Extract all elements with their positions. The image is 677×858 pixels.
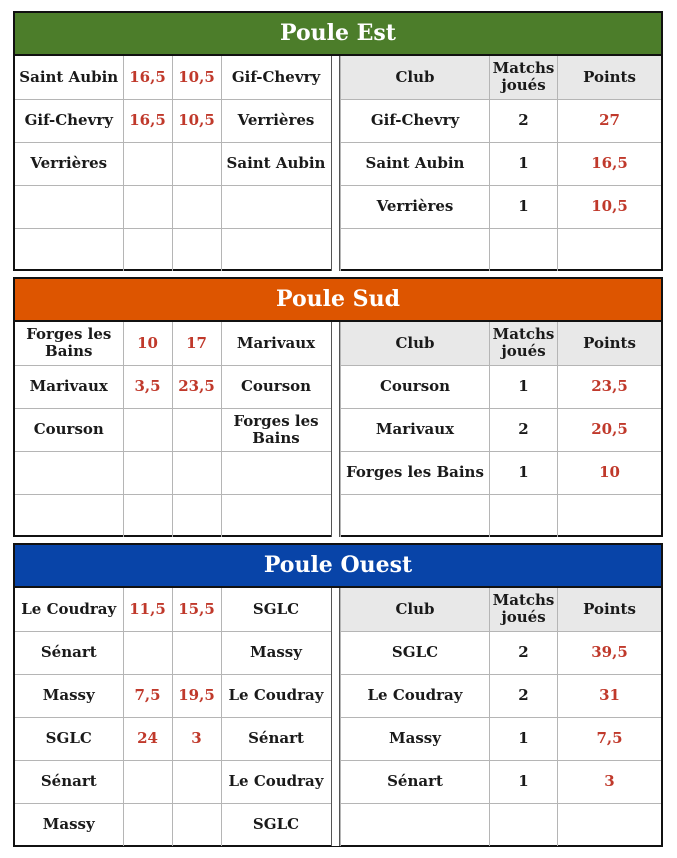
matchs-count: 1: [490, 717, 558, 760]
club-name: SGLC: [341, 631, 490, 674]
poule-title: Poule Est: [15, 13, 661, 56]
points-value: 10: [558, 451, 662, 494]
club-name: Le Coudray: [341, 674, 490, 717]
points-value: 7,5: [558, 717, 662, 760]
standings-row: [341, 674, 662, 717]
home-score: [123, 228, 172, 271]
away-team: SGLC: [221, 588, 331, 631]
home-score: [123, 631, 172, 674]
club-name: [341, 494, 490, 537]
match-row: [15, 588, 331, 631]
poule-body: [15, 322, 661, 537]
club-header: Club: [341, 56, 490, 99]
poule-title: Poule Ouest: [15, 545, 661, 588]
home-score: [123, 142, 172, 185]
club-name: [341, 228, 490, 271]
matches-table: [15, 588, 332, 846]
away-team: Verrières: [221, 99, 331, 142]
away-team: [221, 228, 331, 271]
away-team: Massy: [221, 631, 331, 674]
away-team: [221, 494, 331, 537]
away-score: 19,5: [172, 674, 221, 717]
match-row: [15, 631, 331, 674]
matchs-count: 2: [490, 631, 558, 674]
points-header: Points: [558, 56, 662, 99]
away-score: [172, 631, 221, 674]
club-name: Massy: [341, 717, 490, 760]
home-score: [123, 803, 172, 846]
club-name: Saint Aubin: [341, 142, 490, 185]
standings-row: [341, 760, 662, 803]
home-team: Sénart: [15, 631, 123, 674]
standings-row: [341, 451, 662, 494]
poule-sud: [13, 277, 663, 537]
points-value: 10,5: [558, 185, 662, 228]
match-row: [15, 99, 331, 142]
home-score: [123, 185, 172, 228]
points-value: 23,5: [558, 365, 662, 408]
matchs-count: 2: [490, 408, 558, 451]
club-name: Marivaux: [341, 408, 490, 451]
home-score: [123, 494, 172, 537]
standings-row: [341, 631, 662, 674]
points-value: 31: [558, 674, 662, 717]
home-team: Saint Aubin: [15, 56, 123, 99]
standings-row: [341, 408, 662, 451]
home-team: Courson: [15, 408, 123, 451]
away-score: [172, 408, 221, 451]
club-header: Club: [341, 588, 490, 631]
away-score: [172, 451, 221, 494]
away-score: 23,5: [172, 365, 221, 408]
matchs-count: 1: [490, 760, 558, 803]
home-team: Massy: [15, 674, 123, 717]
match-row: [15, 185, 331, 228]
standings-table: [340, 56, 661, 271]
match-row: [15, 494, 331, 537]
away-team: SGLC: [221, 803, 331, 846]
matches-table: [15, 56, 332, 271]
home-team: [15, 451, 123, 494]
poule-body: [15, 588, 661, 846]
points-header: Points: [558, 322, 662, 365]
points-value: [558, 803, 662, 846]
club-name: Courson: [341, 365, 490, 408]
matchs-count: 1: [490, 365, 558, 408]
away-score: 3: [172, 717, 221, 760]
home-score: 16,5: [123, 56, 172, 99]
club-name: Gif-Chevry: [341, 99, 490, 142]
points-value: 16,5: [558, 142, 662, 185]
home-score: 16,5: [123, 99, 172, 142]
match-row: [15, 56, 331, 99]
points-header: Points: [558, 588, 662, 631]
home-team: Sénart: [15, 760, 123, 803]
away-team: Gif-Chevry: [221, 56, 331, 99]
matchs-count: 2: [490, 99, 558, 142]
match-row: [15, 228, 331, 271]
away-team: Le Coudray: [221, 760, 331, 803]
away-score: 17: [172, 322, 221, 365]
standings-table: [340, 588, 661, 846]
home-team: Verrières: [15, 142, 123, 185]
home-team: [15, 228, 123, 271]
matchs-count: 1: [490, 451, 558, 494]
poule-est: [13, 11, 663, 271]
home-team: [15, 185, 123, 228]
away-score: 15,5: [172, 588, 221, 631]
away-team: Le Coudray: [221, 674, 331, 717]
column-separator: [331, 322, 340, 537]
away-score: 10,5: [172, 99, 221, 142]
club-name: [341, 803, 490, 846]
home-team: Forges les Bains: [15, 322, 123, 365]
matchs-count: 1: [490, 185, 558, 228]
poule-title: Poule Sud: [15, 279, 661, 322]
standings-header: [341, 322, 662, 365]
away-score: [172, 228, 221, 271]
standings-row: [341, 185, 662, 228]
away-team: [221, 185, 331, 228]
match-row: [15, 674, 331, 717]
match-row: [15, 365, 331, 408]
match-row: [15, 142, 331, 185]
club-header: Club: [341, 322, 490, 365]
standings-row: [341, 717, 662, 760]
poule-body: [15, 56, 661, 271]
match-row: [15, 451, 331, 494]
standings-row: [341, 494, 662, 537]
points-value: [558, 228, 662, 271]
away-team: Saint Aubin: [221, 142, 331, 185]
matchs-header: Matchs joués: [490, 56, 558, 99]
standings-row: [341, 142, 662, 185]
matchs-count: [490, 803, 558, 846]
home-team: Marivaux: [15, 365, 123, 408]
column-separator: [331, 588, 340, 846]
match-row: [15, 717, 331, 760]
home-team: Gif-Chevry: [15, 99, 123, 142]
away-score: [172, 494, 221, 537]
points-value: 20,5: [558, 408, 662, 451]
match-row: [15, 322, 331, 365]
home-team: Le Coudray: [15, 588, 123, 631]
column-separator: [331, 56, 340, 271]
home-team: SGLC: [15, 717, 123, 760]
points-value: 3: [558, 760, 662, 803]
match-row: [15, 803, 331, 846]
away-team: [221, 451, 331, 494]
home-score: 7,5: [123, 674, 172, 717]
matchs-header: Matchs joués: [490, 588, 558, 631]
away-score: 10,5: [172, 56, 221, 99]
matchs-count: 2: [490, 674, 558, 717]
points-value: [558, 494, 662, 537]
away-score: [172, 760, 221, 803]
home-score: 3,5: [123, 365, 172, 408]
standings-row: [341, 803, 662, 846]
matchs-count: [490, 228, 558, 271]
home-score: [123, 451, 172, 494]
away-team: Sénart: [221, 717, 331, 760]
home-team: [15, 494, 123, 537]
matches-table: [15, 322, 332, 537]
points-value: 27: [558, 99, 662, 142]
standings-table: [340, 322, 661, 537]
home-score: 11,5: [123, 588, 172, 631]
standings-row: [341, 99, 662, 142]
home-score: 10: [123, 322, 172, 365]
match-row: [15, 408, 331, 451]
away-score: [172, 185, 221, 228]
away-team: Forges les Bains: [221, 408, 331, 451]
match-row: [15, 760, 331, 803]
away-team: Courson: [221, 365, 331, 408]
club-name: Verrières: [341, 185, 490, 228]
standings-header: [341, 588, 662, 631]
standings-row: [341, 365, 662, 408]
home-score: [123, 408, 172, 451]
home-team: Massy: [15, 803, 123, 846]
club-name: Forges les Bains: [341, 451, 490, 494]
club-name: Sénart: [341, 760, 490, 803]
standings-row: [341, 228, 662, 271]
matchs-header: Matchs joués: [490, 322, 558, 365]
poule-ouest: [13, 543, 663, 847]
matchs-count: 1: [490, 142, 558, 185]
standings-header: [341, 56, 662, 99]
matchs-count: [490, 494, 558, 537]
away-team: Marivaux: [221, 322, 331, 365]
home-score: 24: [123, 717, 172, 760]
home-score: [123, 760, 172, 803]
away-score: [172, 803, 221, 846]
away-score: [172, 142, 221, 185]
points-value: 39,5: [558, 631, 662, 674]
